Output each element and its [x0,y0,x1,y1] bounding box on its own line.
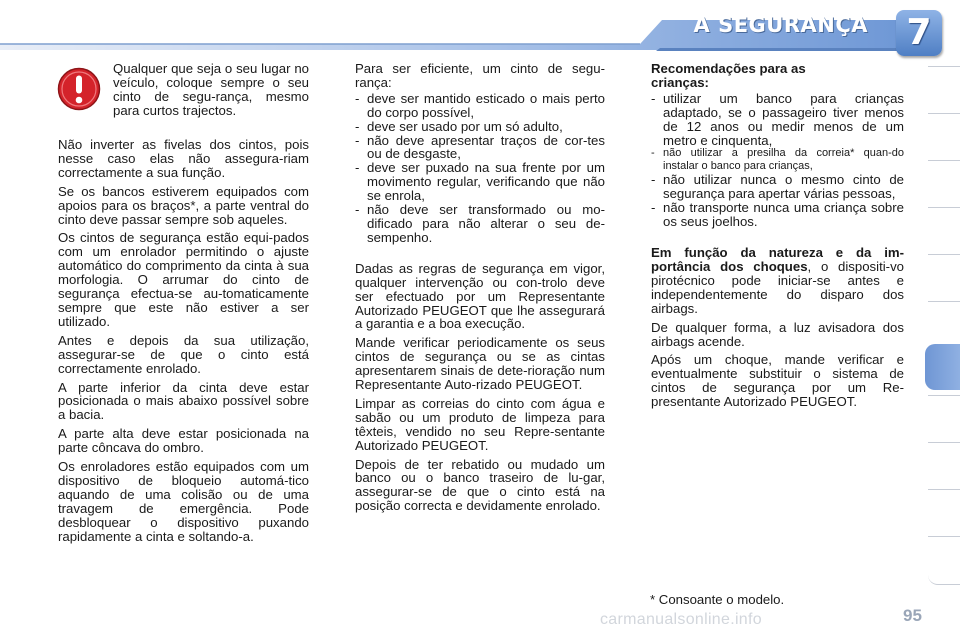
airbag-paragraph [651,246,904,316]
airbag-text: , o dispositi-vo pirotécnico pode iniciar-se antes e independentemente do disparo dos airbags. [651,258,904,316]
chapter-tab[interactable] [928,254,960,302]
list-item: - não deve ser transformado ou mo-dificado para não alterar o seu de-sempenho. [355,202,605,245]
page-number: 95 [903,606,922,625]
chapter-tab[interactable] [928,66,960,114]
list-item: - utilizar um banco para crianças adaptado, se o passageiro tiver menos de 12 anos ou medir menos de um metro e cinquenta, [651,90,904,148]
list-item: - não utilizar nunca o mesmo cinto de segurança para apertar várias pessoas, [651,172,904,202]
list-item: - deve ser puxado na sua frente por um movimento regular, verificando que não se enrola, [355,160,605,204]
footnote: * Consoante o modelo. [650,592,785,607]
chapter-tab[interactable] [928,395,960,443]
paragraph: Dadas as regras de segurança em vigor, qualquer intervenção ou con-trolo deve ser efectuado por um Representante Autorizado PEUGEOT que lhe assegurará a garantia e a boa execução. [355,260,605,332]
section-title: A SEGURANÇA [693,13,868,37]
paragraph: Os enroladores estão equipados com um dispositivo de bloqueio automá-tico aquando de uma colisão ou de uma travagem de emergência. Pode desbloquear o dispositivo puxando rapidamente a cinta e soltando-a. [58,459,309,544]
list-item: - deve ser mantido esticado o mais perto do corpo possível, [355,90,605,120]
paragraph: Após um choque, mande verificar e eventualmente substituir o sistema de cintos de segurança por um Re-presentante Autorizado PEUGEOT. [651,352,904,410]
paragraph: A parte alta deve estar posicionada na parte côncava do ombro. [58,426,309,456]
paragraph: Se os bancos estiverem equipados com apoios para os braços*, a parte ventral do cinto deve passar sempre sob aqueles. [58,183,309,227]
chapter-tab[interactable] [928,301,960,349]
watermark: carmanualsonline.info [600,611,762,628]
list-item: - não deve apresentar traços de cor-tes ou de desgaste, [355,132,605,162]
exclamation-warning-icon [57,67,101,111]
paragraph: Não inverter as fivelas dos cintos, pois nesse caso elas não assegura-riam correctamente a sua função. [58,137,309,180]
list-item: - não utilizar a presilha da correia* quan-do instalar o banco para crianças, [651,147,904,173]
right-column [651,62,904,414]
chapter-tab[interactable] [928,536,960,585]
airbag-heading: Em função da natureza e da im-portância dos choques [651,245,904,274]
paragraph: Depois de ter rebatido ou mudado um banco ou o banco traseiro de lu-gar, assegurar-se de que o cinto está na posição correcta e devidamente enrolado. [355,456,605,514]
list-item: - não transporte nunca uma criança sobre os seus joelhos. [651,200,904,230]
children-heading: Recomendações para as crianças: [651,61,806,90]
paragraph: Mande verificar periodicamente os seus cintos de segurança ou se as cintas apresentarem sinais de dete-rioração num Representante Auto-rizado PEUGEOT. [355,335,605,393]
warning-text: Qualquer que seja o seu lugar no veículo, coloque sempre o seu cinto de segu-rança, mesmo para curtos trajectos. [113,61,309,118]
paragraph: Antes e depois da sua utilização, assegurar-se de que o cinto está correctamente enrolado. [58,332,309,376]
chapter-tab[interactable] [928,113,960,161]
left-column [58,138,309,548]
chapter-tab[interactable] [928,489,960,537]
chapter-tab-active[interactable] [925,344,960,390]
chapter-tab[interactable] [928,160,960,208]
middle-column [355,62,605,518]
chapter-tab[interactable] [928,442,960,490]
chapter-badge [896,10,942,56]
chapter-number: 7 [906,12,932,53]
paragraph: Limpar as correias do cinto com água e sabão ou um produto de limpeza para têxteis, vendido no seu Repre-sentante Autorizado PEUGEOT. [355,395,605,453]
paragraph: A parte inferior da cinta deve estar posicionada o mais abaixo possível sobre a bacia. [58,379,309,423]
chapter-tab[interactable] [928,207,960,255]
paragraph: Para ser eficiente, um cinto de segu-rança: [355,61,605,90]
list-item: - deve ser usado por um só adulto, [355,118,563,134]
paragraph: Os cintos de segurança estão equi-pados com um enrolador permitindo o ajuste automático do comprimento da cinta à sua morfologia. O arrumar do cinto de segurança efectua-se au-tomaticamente sempre que este não estiver a ser utilizado. [58,230,309,329]
chapter-tab-rail [928,66,960,576]
paragraph: De qualquer forma, a luz avisadora dos airbags acende. [651,319,904,349]
